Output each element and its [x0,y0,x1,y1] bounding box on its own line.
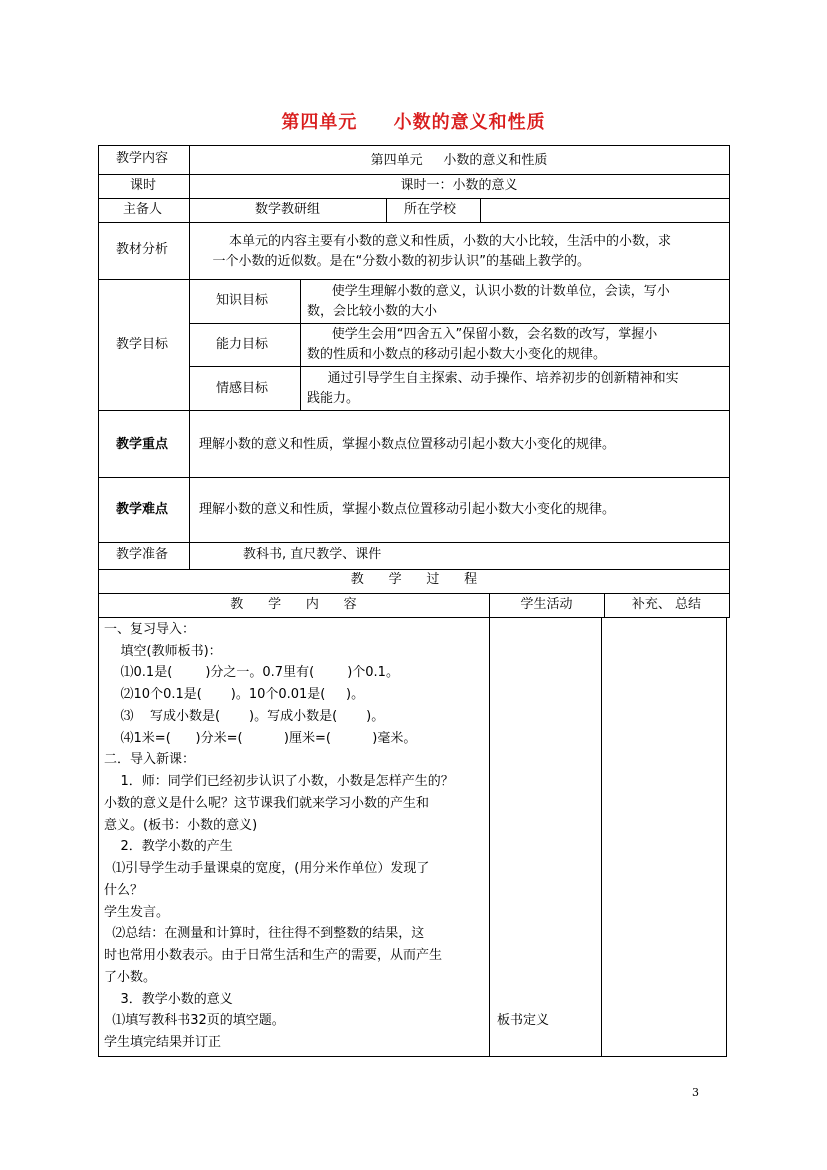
difficulties-label: 教学难点 [116,502,169,517]
process-line: ⑴引导学生动手量课桌的宽度，(用分米作单位）发现了 [104,861,430,876]
process-line: 学生填完结果并订正 [104,1035,222,1050]
process-line: 填空(教师板书)： [104,644,222,659]
process-line: ⑵10个0.1是( )。10个0.01是( )。 [104,687,365,702]
preparation-value: 教科书, 直尺教学、课件 [243,547,382,562]
preparer-label: 主备人 [123,202,163,217]
process-line: 小数的意义是什么呢？这节课我们就来学习小数的产生和 [104,796,430,811]
process-col-content: 教 学 内 容 [230,597,357,612]
process-line: 1．师：同学们已经初步认识了小数，小数是怎样产生的？ [104,774,454,789]
analysis-line-1: 本单元的内容主要有小数的意义和性质，小数的大小比较，生活中的小数，求 [196,234,672,249]
preparation-label: 教学准备 [116,547,169,562]
process-line: 二．导入新课： [104,752,196,767]
knowledge-goal-line-2: 数，会比较小数的大小 [307,304,438,319]
emotion-goal-label: 情感目标 [216,381,269,396]
ability-goal-line-2: 数的性质和小数点的移动引起小数大小变化的规律。 [307,347,607,362]
content-label: 教学内容 [116,151,169,166]
process-line: 时也常用小数表示。由于日常生活和生产的需要，从而产生 [104,948,443,963]
process-line: 什么？ [104,883,144,898]
key-points-value: 理解小数的意义和性质，掌握小数点位置移动引起小数大小变化的规律。 [199,437,616,452]
process-line: 意义。(板书：小数的意义) [104,818,258,833]
knowledge-goal-label: 知识目标 [216,293,269,308]
ability-goal-label: 能力目标 [216,337,269,352]
process-line: 2．教学小数的产生 [104,839,233,854]
activity-note: 板书定义 [497,1013,550,1028]
knowledge-goal-line-1: 使学生理解小数的意义，认识小数的计数单位，会读，写小 [307,284,670,299]
key-points-label: 教学重点 [116,437,169,452]
process-line: 学生发言。 [104,905,170,920]
emotion-goal-line-2: 践能力。 [307,391,360,406]
process-col-notes: 补充、 总结 [631,597,702,612]
analysis-line-2: 一个小数的近似数。是在“分数小数的初步认识”的基础上教学的。 [196,254,590,269]
process-col-activity: 学生活动 [520,597,573,612]
analysis-label: 教材分析 [116,242,169,257]
emotion-goal-line-1: 通过引导学生自主探索、动手操作、培养初步的创新精神和实 [307,371,679,386]
difficulties-value: 理解小数的意义和性质，掌握小数点位置移动引起小数大小变化的规律。 [199,502,616,517]
content-value: 第四单元 小数的意义和性质 [370,153,548,168]
process-line: ⑴0.1是( )分之一。0.7里有( )个0.1。 [104,665,399,680]
process-line: 一、复习导入： [104,622,196,637]
period-value: 课时一：小数的意义 [400,178,518,193]
process-header: 教 学 过 程 [350,572,478,587]
page-number: 3 [692,1086,699,1099]
process-line: ⑴填写教科书32页的填空题。 [104,1013,285,1028]
school-label: 所在学校 [404,202,457,217]
ability-goal-line-1: 使学生会用“四舍五入”保留小数，会名数的改写，掌握小 [307,327,658,342]
preparer-value: 数学教研组 [254,202,320,217]
process-line: ⑷1米=( )分米=( )厘米=( )毫米。 [104,731,417,746]
objectives-label: 教学目标 [116,337,169,352]
process-line: 了小数。 [104,970,157,985]
process-line: ⑶ 写成小数是( )。写成小数是( )。 [104,709,385,724]
page-title: 第四单元 小数的意义和性质 [281,112,546,133]
process-line: ⑵总结：在测量和计算时，往往得不到整数的结果，这 [104,926,425,941]
period-label: 课时 [130,178,157,193]
process-line: 3．教学小数的意义 [104,992,233,1007]
